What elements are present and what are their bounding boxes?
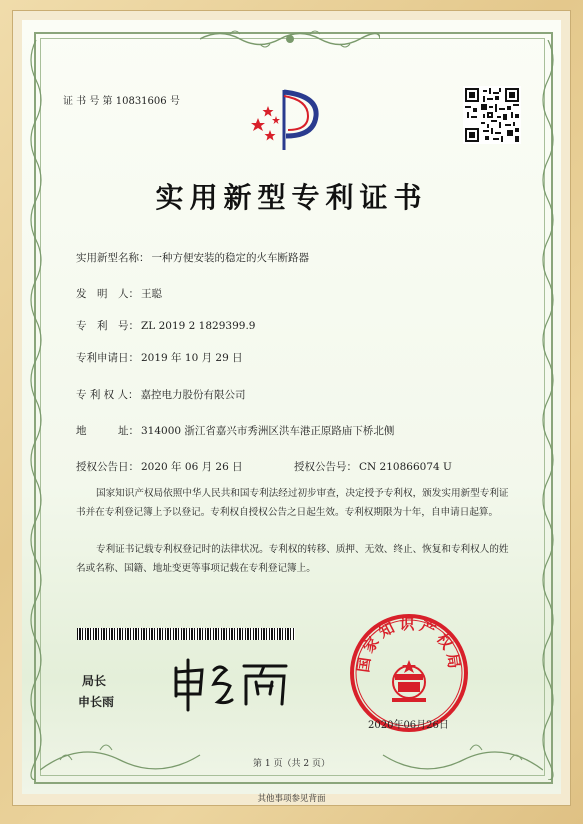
patentee-row <box>76 387 246 402</box>
utility-model-name-row <box>76 250 309 265</box>
footer-note: 其他事项参见背面 <box>257 794 326 804</box>
certificate-number-value: 10831606 <box>115 96 167 107</box>
inventor-label: 发 明 人： <box>76 288 139 300</box>
handwritten-signature <box>168 654 298 714</box>
inventor-row <box>76 286 162 301</box>
announcement-date-label: 授权公告日： <box>76 461 139 473</box>
address-row <box>76 423 394 438</box>
certificate-number-suffix: 号 <box>169 96 180 107</box>
filing-date-value: 2019 年 10 月 29 日 <box>141 352 243 364</box>
announcement-date-row <box>76 459 243 474</box>
patentee-value: 嘉控电力股份有限公司 <box>140 389 246 401</box>
certificate-number <box>63 92 180 107</box>
announcement-number-row <box>294 459 452 474</box>
address-label: 地 址： <box>76 425 139 437</box>
announcement-number-value: CN 210866074 U <box>359 461 452 473</box>
legal-status-paragraph: 专利证书记载专利权登记时的法律状况。专利权的转移、质押、无效、终止、恢复和专利权人的姓名或名称、国籍、地址变更等事项记载在专利登记簿上。 <box>76 544 509 574</box>
signatory-name: 申长雨 <box>78 695 115 709</box>
patent-number-label: 专 利 号： <box>76 320 139 332</box>
qr-code-icon <box>463 86 521 144</box>
seal-date: 2020年06月26日 <box>368 720 449 731</box>
left-vine-ornament <box>26 40 46 780</box>
barcode <box>77 628 295 640</box>
utility-model-name-value: 一种方便安装的稳定的火车断路器 <box>151 252 309 264</box>
page-number: 第 1 页（共 2 页） <box>253 759 330 769</box>
announcement-date-value: 2020 年 06 月 26 日 <box>141 461 243 473</box>
seal-text: 国家知识产权局 <box>354 615 464 674</box>
patent-number-row <box>76 318 255 333</box>
grant-statement-paragraph: 国家知识产权局依照中华人民共和国专利法经过初步审查，决定授予专利权，颁发实用新型专利证书并在专利登记簿上予以登记。专利权自授权公告之日起生效。专利权期限为十年，自申请日起算。 <box>76 488 509 518</box>
patentee-label: 专 利 权 人： <box>76 389 139 401</box>
top-vine-ornament <box>200 28 380 50</box>
right-vine-ornament <box>538 40 558 780</box>
signatory-title: 局长 <box>82 674 107 688</box>
utility-model-name-label: 实用新型名称： <box>76 252 150 264</box>
address-value: 314000 浙江省嘉兴市秀洲区洪车港正原路庙下桥北侧 <box>141 425 395 437</box>
filing-date-row <box>76 350 243 365</box>
filing-date-label: 专利申请日： <box>76 352 139 364</box>
cnipa-logo-icon <box>246 86 326 154</box>
patent-number-value: ZL 2019 2 1829399.9 <box>141 320 256 332</box>
certificate-number-label: 证 书 号 第 <box>63 96 113 107</box>
certificate-title: 实用新型专利证书 <box>155 181 428 214</box>
inventor-value: 王聪 <box>141 288 162 300</box>
announcement-number-label: 授权公告号： <box>294 461 357 473</box>
